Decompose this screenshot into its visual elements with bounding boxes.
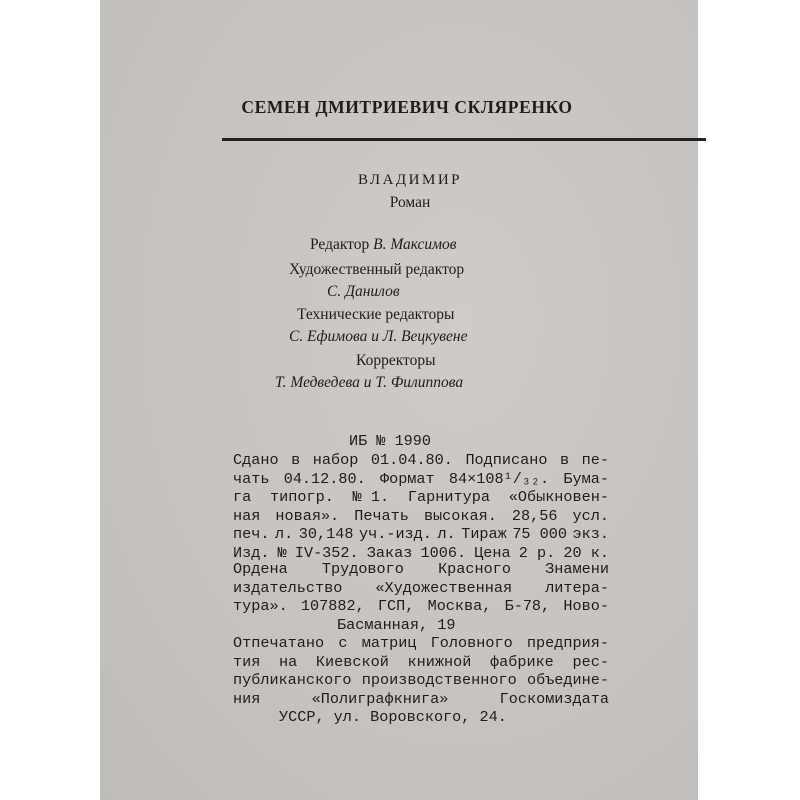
text-word: Головного — [430, 634, 513, 652]
text-word: Б-78, — [504, 597, 551, 615]
editor-credit — [310, 236, 456, 254]
text-word: типогр. — [270, 488, 334, 506]
text-word: экз. — [572, 525, 609, 543]
text-word: литера- — [545, 578, 609, 597]
text-word: Тираж — [461, 525, 507, 543]
horizontal-rule — [222, 138, 706, 141]
text-word: Сдано — [233, 451, 279, 469]
text-word: № 1. — [352, 488, 390, 506]
printer-block — [233, 634, 609, 727]
imprint-line — [233, 451, 609, 470]
text-word: рес- — [572, 652, 609, 671]
text-word: га — [233, 488, 252, 506]
imprint-line — [233, 488, 609, 507]
proofreaders-names: Т. Медведева и Т. Филиппова — [275, 374, 464, 391]
publisher-line — [233, 579, 609, 598]
proofreaders-label: Корректоры — [356, 352, 436, 369]
text-word: «Полиграфкнига» — [311, 689, 449, 708]
text-word: л. — [437, 525, 456, 543]
imprint-line — [233, 507, 609, 526]
text-word: Печать — [354, 506, 409, 525]
text-word: Киевской — [315, 652, 389, 671]
ib-number: ИБ № 1990 — [349, 432, 432, 450]
publisher-line — [233, 560, 609, 579]
text-word: в — [560, 451, 570, 469]
text-word: Заказ — [366, 543, 413, 562]
text-word: Подписано — [465, 451, 548, 469]
text-word: 1006. — [420, 543, 467, 562]
text-word: 01.04.80. — [370, 451, 453, 469]
text-word: ния — [233, 689, 261, 708]
text-word: ГСП, — [377, 597, 415, 615]
text-word: высокая. — [423, 506, 497, 525]
art-editor-name: С. Данилов — [327, 283, 400, 300]
text-word: Ордена — [233, 560, 288, 578]
text-word: тия — [233, 652, 261, 671]
printer-line — [233, 653, 609, 672]
tech-editors-label: Технические редакторы — [297, 306, 455, 323]
text-word: уч.-изд. — [358, 525, 432, 543]
text-word: Изд. — [233, 543, 270, 562]
editor-label: Редактор — [310, 236, 370, 253]
editor-name: В. Максимов — [373, 236, 457, 253]
text-word: л. — [275, 525, 294, 543]
text-word: «Обыкновен- — [508, 488, 609, 506]
text-word: тура». — [233, 597, 288, 615]
text-word: «Художественная — [375, 578, 513, 597]
text-word: чать — [233, 469, 270, 488]
text-word: набор — [312, 451, 359, 469]
text-word: Знамени — [545, 560, 609, 578]
text-word: производственного — [361, 671, 517, 689]
text-word: публиканского — [233, 671, 352, 689]
text-word: Трудового — [321, 560, 404, 578]
text-word: на — [279, 652, 298, 671]
text-word: Бума- — [563, 469, 609, 488]
text-word: книжной — [407, 652, 472, 671]
text-word: 75 000 — [512, 525, 567, 543]
text-word: 2 р. — [518, 543, 556, 562]
text-word: пе- — [581, 451, 609, 469]
text-word: Москва, — [427, 597, 492, 615]
text-word: Красного — [438, 560, 511, 578]
text-word: предприя- — [526, 634, 609, 652]
imprint-block — [233, 451, 609, 562]
publisher-block — [233, 560, 609, 634]
text-word: 107882, — [300, 597, 365, 615]
text-word: 20 к. — [563, 543, 609, 562]
text-word: Ново- — [563, 597, 609, 615]
imprint-line — [233, 470, 609, 489]
text-word: 84×108¹/₃₂. — [448, 469, 550, 488]
book-genre: Роман — [389, 194, 431, 211]
text-word: 30,148 — [298, 525, 354, 543]
text-word: № — [277, 543, 287, 562]
art-editor-label: Художественный редактор — [289, 261, 465, 278]
text-word: Госкомиздата — [499, 689, 609, 708]
text-word: в — [291, 451, 301, 469]
text-word: с — [338, 634, 348, 652]
printer-line-last: УССР, ул. Воровского, 24. — [279, 708, 507, 726]
text-word: печ. — [233, 525, 270, 543]
text-word: 28,56 — [511, 506, 558, 525]
publisher-line-last: Басманная, 19 — [337, 615, 456, 634]
text-word: объедине- — [526, 671, 609, 689]
text-word: Цена — [474, 543, 511, 562]
text-word: матриц — [361, 634, 417, 652]
tech-editors-names: С. Ефимова и Л. Вецкувене — [289, 328, 468, 345]
text-word: Гарнитура — [407, 488, 490, 506]
text-word: издательство — [233, 578, 343, 597]
book-title: ВЛАДИМИР — [357, 172, 463, 188]
author-name: СЕМЕН ДМИТРИЕВИЧ СКЛЯРЕНКО — [241, 97, 573, 117]
printer-line — [233, 690, 609, 709]
text-word: 04.12.80. — [283, 469, 366, 488]
publisher-line — [233, 597, 609, 616]
book-page — [100, 0, 698, 800]
text-word: Формат — [379, 469, 435, 488]
text-word: Отпечатано — [233, 634, 325, 652]
text-word: усл. — [572, 506, 609, 525]
text-word: новая». — [275, 506, 340, 525]
imprint-line — [233, 525, 609, 544]
printer-line — [233, 634, 609, 653]
text-word: IV-352. — [294, 543, 359, 562]
printer-line — [233, 671, 609, 690]
text-word: фабрике — [490, 652, 554, 671]
text-word: ная — [233, 506, 261, 525]
